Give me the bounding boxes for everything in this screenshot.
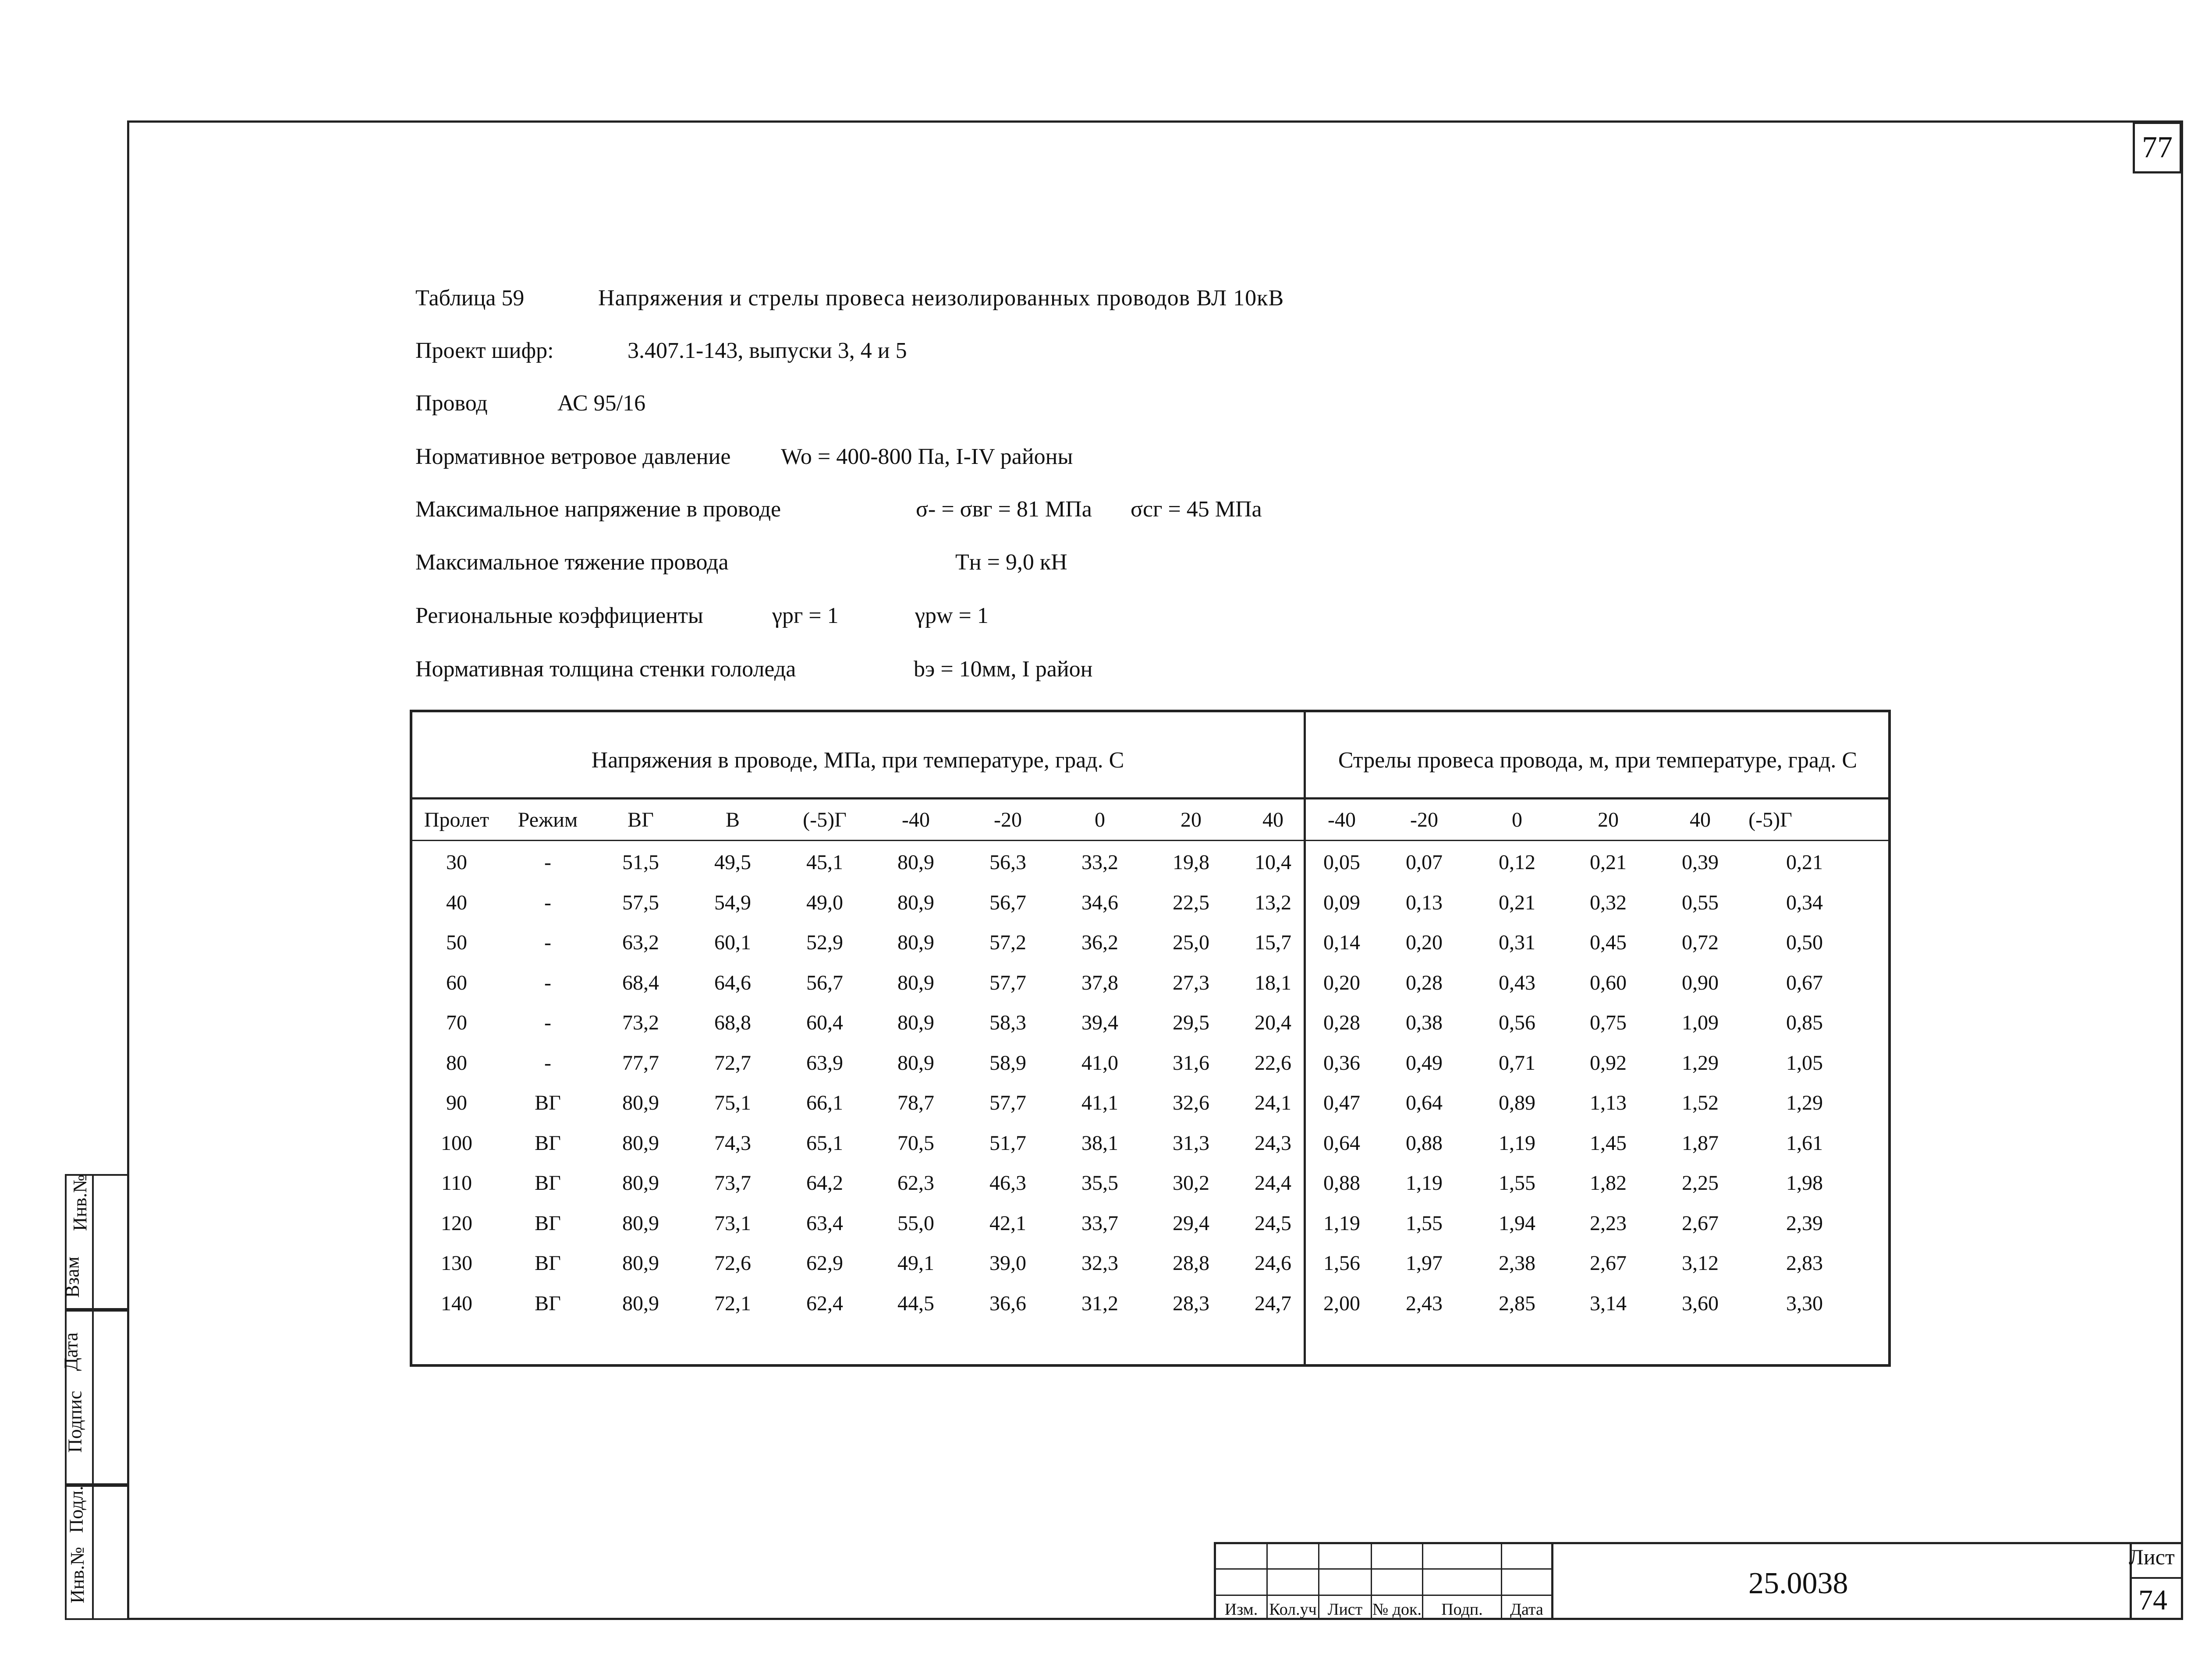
table-cell: 36,6 <box>989 1291 1026 1315</box>
table-cell: 78,7 <box>897 1091 934 1114</box>
title-block-doc-divider <box>1551 1542 1553 1620</box>
table-cell: 22,5 <box>1173 891 1209 914</box>
table-cell: 49,1 <box>897 1252 934 1275</box>
table-cell: 1,55 <box>1406 1211 1443 1235</box>
doc-number: 25.0038 <box>1748 1567 1848 1600</box>
table-cell: 44,5 <box>897 1291 934 1315</box>
table-cell: 73,7 <box>714 1171 751 1195</box>
table-cell: 39,4 <box>1081 1011 1118 1034</box>
table-cell: 66,1 <box>806 1091 843 1114</box>
table-title: Напряжения и стрелы провеса неизолированных проводов ВЛ 10кВ <box>598 286 1284 311</box>
table-cell: 2,39 <box>1786 1211 1823 1235</box>
table-cell: 49,5 <box>714 851 751 874</box>
table-cell: 68,4 <box>622 971 659 994</box>
table-cell: 24,3 <box>1255 1131 1291 1155</box>
table-cell: 0,92 <box>1590 1051 1627 1075</box>
page-number: 77 <box>2133 122 2182 173</box>
title-block-label-ndok: № док. <box>1372 1600 1422 1619</box>
title-block-label-izm: Изм. <box>1224 1600 1258 1619</box>
column-header: -20 <box>1410 808 1438 831</box>
table-cell: 0,07 <box>1406 851 1443 874</box>
table-cell: 42,1 <box>989 1211 1026 1235</box>
table-cell: 0,13 <box>1406 891 1443 914</box>
table-cell: 120 <box>441 1211 472 1235</box>
column-header: (-5)Г <box>1748 808 1792 831</box>
table-cell: 31,3 <box>1173 1131 1209 1155</box>
table-cell: 50 <box>446 931 467 954</box>
table-cell: 1,82 <box>1590 1171 1627 1195</box>
maxstress-value: σ- = σвг = 81 МПа <box>916 497 1092 522</box>
table-cell: 80,9 <box>897 971 934 994</box>
table-cell: 55,0 <box>897 1211 934 1235</box>
table-cell: 41,1 <box>1081 1091 1118 1114</box>
table-cell: 57,7 <box>989 1091 1026 1114</box>
table-cell: 56,7 <box>806 971 843 994</box>
table-cell: 74,3 <box>714 1131 751 1155</box>
table-cell: 19,8 <box>1173 851 1209 874</box>
table-cell: 77,7 <box>622 1051 659 1075</box>
table-cell: 0,67 <box>1786 971 1823 994</box>
table-cell: 32,6 <box>1173 1091 1209 1114</box>
table-cell: 1,56 <box>1323 1252 1360 1275</box>
table-cell: 25,0 <box>1173 931 1209 954</box>
column-header: 0 <box>1095 808 1105 831</box>
table-cell: 0,09 <box>1323 891 1360 914</box>
table-cell: 1,09 <box>1682 1011 1719 1034</box>
table-cell: 0,28 <box>1323 1011 1360 1034</box>
table-cell: 0,90 <box>1682 971 1719 994</box>
column-header: 20 <box>1598 808 1619 831</box>
table-cell: 2,00 <box>1323 1291 1360 1315</box>
table-cell: 0,47 <box>1323 1091 1360 1114</box>
table-cell: 140 <box>441 1291 472 1315</box>
wire-label: Провод <box>415 391 488 416</box>
table-cell: 73,1 <box>714 1211 751 1235</box>
table-cell: 20,4 <box>1255 1011 1291 1034</box>
table-cell: 0,31 <box>1499 931 1535 954</box>
table-cell: 110 <box>441 1171 472 1195</box>
table-cell: 80,9 <box>622 1171 659 1195</box>
table-cell: 72,7 <box>714 1051 751 1075</box>
table-cell: 72,1 <box>714 1291 751 1315</box>
table-cell: 0,38 <box>1406 1011 1443 1034</box>
maxstress-label: Максимальное напряжение в проводе <box>415 497 781 522</box>
table-cell: 0,64 <box>1323 1131 1360 1155</box>
table-cell: 37,8 <box>1081 971 1118 994</box>
column-head-divider <box>410 840 1891 841</box>
column-header: -20 <box>994 808 1022 831</box>
table-cell: 1,52 <box>1682 1091 1719 1114</box>
sheet-number: 74 <box>2138 1584 2167 1616</box>
wire-value: АС 95/16 <box>557 391 646 416</box>
table-cell: 2,43 <box>1406 1291 1443 1315</box>
table-cell: 80,9 <box>897 1051 934 1075</box>
table-cell: 58,3 <box>989 1011 1026 1034</box>
column-header: ВГ <box>628 808 654 831</box>
table-cell: ВГ <box>535 1211 561 1235</box>
table-cell: 72,6 <box>714 1252 751 1275</box>
table-cell: 57,7 <box>989 971 1026 994</box>
table-cell: 36,2 <box>1081 931 1118 954</box>
table-cell: 80,9 <box>897 851 934 874</box>
table-cell: 18,1 <box>1255 971 1291 994</box>
table-cell: 30 <box>446 851 467 874</box>
column-header: -40 <box>902 808 930 831</box>
table-cell: 0,28 <box>1406 971 1443 994</box>
side-stamp-label-1: Инв.№ <box>67 1546 89 1604</box>
table-cell: 60,1 <box>714 931 751 954</box>
column-header: Пролет <box>424 808 489 831</box>
table-cell: 3,60 <box>1682 1291 1719 1315</box>
table-cell: ВГ <box>535 1091 561 1114</box>
table-cell: 0,12 <box>1499 851 1535 874</box>
table-cell: 40 <box>446 891 467 914</box>
table-cell: 45,1 <box>806 851 843 874</box>
table-cell: 1,98 <box>1786 1171 1823 1195</box>
table-cell: 10,4 <box>1255 851 1291 874</box>
table-cell: 0,64 <box>1406 1091 1443 1114</box>
title-block-label-data: Дата <box>1510 1600 1543 1619</box>
table-cell: 41,0 <box>1081 1051 1118 1075</box>
table-cell: 28,8 <box>1173 1252 1209 1275</box>
table-cell: 80,9 <box>622 1291 659 1315</box>
column-header: -40 <box>1328 808 1356 831</box>
table-cell: 80,9 <box>622 1211 659 1235</box>
table-cell: 63,2 <box>622 931 659 954</box>
table-cell: 70 <box>446 1011 467 1034</box>
table-cell: 38,1 <box>1081 1131 1118 1155</box>
title-block-label-kolych: Кол.уч <box>1269 1600 1317 1619</box>
table-cell: 57,5 <box>622 891 659 914</box>
table-cell: 100 <box>441 1131 472 1155</box>
table-cell: 0,21 <box>1499 891 1535 914</box>
table-cell: 2,85 <box>1499 1291 1535 1315</box>
column-header: Режим <box>518 808 578 831</box>
wind-label: Нормативное ветровое давление <box>415 444 731 469</box>
table-cell: 2,83 <box>1786 1252 1823 1275</box>
table-label: Таблица 59 <box>415 286 525 311</box>
table-cell: ВГ <box>535 1171 561 1195</box>
table-cell: 0,20 <box>1406 931 1443 954</box>
table-cell: 35,5 <box>1081 1171 1118 1195</box>
table-cell: 62,9 <box>806 1252 843 1275</box>
column-header: В <box>725 808 740 831</box>
table-cell: 31,6 <box>1173 1051 1209 1075</box>
table-cell: 63,9 <box>806 1051 843 1075</box>
table-cell: 1,94 <box>1499 1211 1535 1235</box>
table-cell: 64,6 <box>714 971 751 994</box>
table-cell: 0,89 <box>1499 1091 1535 1114</box>
column-header: 20 <box>1181 808 1202 831</box>
table-cell: 29,4 <box>1173 1211 1209 1235</box>
table-cell: 1,29 <box>1786 1091 1823 1114</box>
table-cell: 0,32 <box>1590 891 1627 914</box>
table-cell: 24,6 <box>1255 1252 1291 1275</box>
table-cell: 64,2 <box>806 1171 843 1195</box>
table-cell: 0,88 <box>1406 1131 1443 1155</box>
table-cell: 22,6 <box>1255 1051 1291 1075</box>
table-cell: 80,9 <box>622 1252 659 1275</box>
table-cell: 62,4 <box>806 1291 843 1315</box>
table-cell: 34,6 <box>1081 891 1118 914</box>
table-cell: 58,9 <box>989 1051 1026 1075</box>
table-cell: 68,8 <box>714 1011 751 1034</box>
table-cell: 0,43 <box>1499 971 1535 994</box>
table-cell: 33,2 <box>1081 851 1118 874</box>
title-block-label-podp: Подп. <box>1441 1600 1483 1619</box>
table-cell: 0,50 <box>1786 931 1823 954</box>
project-value: 3.407.1-143, выпуски 3, 4 и 5 <box>628 338 907 363</box>
table-cell: 54,9 <box>714 891 751 914</box>
maxtension-value: Тн = 9,0 кН <box>955 550 1067 575</box>
table-cell: 0,45 <box>1590 931 1627 954</box>
table-cell: 24,4 <box>1255 1171 1291 1195</box>
table-cell: 0,71 <box>1499 1051 1535 1075</box>
regional-value-1: γрг = 1 <box>772 603 839 628</box>
regional-label: Региональные коэффициенты <box>415 603 703 628</box>
ice-value: bэ = 10мм, I район <box>914 657 1093 682</box>
column-header: (-5)Г <box>803 808 847 831</box>
table-cell: - <box>544 1051 551 1075</box>
table-cell: 1,61 <box>1786 1131 1823 1155</box>
table-cell: 32,3 <box>1081 1252 1118 1275</box>
title-block-top-line <box>1214 1542 2183 1544</box>
table-cell: 1,19 <box>1323 1211 1360 1235</box>
table-cell: 15,7 <box>1255 931 1291 954</box>
title-block-label-list: Лист <box>1327 1600 1363 1619</box>
column-header: 40 <box>1262 808 1283 831</box>
table-cell: 0,39 <box>1682 851 1719 874</box>
table-cell: 0,72 <box>1682 931 1719 954</box>
table-cell: 1,13 <box>1590 1091 1627 1114</box>
table-cell: 3,30 <box>1786 1291 1823 1315</box>
table-cell: 60 <box>446 971 467 994</box>
table-cell: 73,2 <box>622 1011 659 1034</box>
table-cell: 0,21 <box>1590 851 1627 874</box>
table-cell: 1,29 <box>1682 1051 1719 1075</box>
table-cell: 2,67 <box>1590 1252 1627 1275</box>
table-cell: 46,3 <box>989 1171 1026 1195</box>
table-cell: 0,60 <box>1590 971 1627 994</box>
maxstress-value-2: σсг = 45 МПа <box>1131 497 1262 522</box>
table-cell: 51,5 <box>622 851 659 874</box>
table-cell: 3,12 <box>1682 1252 1719 1275</box>
table-cell: - <box>544 891 551 914</box>
side-stamp-label-3: Подпис <box>64 1390 86 1453</box>
table-cell: 0,05 <box>1323 851 1360 874</box>
table-cell: 33,7 <box>1081 1211 1118 1235</box>
table-cell: 27,3 <box>1173 971 1209 994</box>
table-cell: 1,87 <box>1682 1131 1719 1155</box>
side-stamp-label-4: Дата <box>60 1332 82 1371</box>
table-cell: 13,2 <box>1255 891 1291 914</box>
table-cell: 2,23 <box>1590 1211 1627 1235</box>
table-cell: 24,1 <box>1255 1091 1291 1114</box>
table-cell: 1,19 <box>1499 1131 1535 1155</box>
table-cell: 1,19 <box>1406 1171 1443 1195</box>
side-stamp-label-2: Подл. <box>65 1485 87 1533</box>
table-cell: 65,1 <box>806 1131 843 1155</box>
table-cell: 80 <box>446 1051 467 1075</box>
table-cell: 63,4 <box>806 1211 843 1235</box>
column-header: 40 <box>1690 808 1711 831</box>
table-cell: - <box>544 931 551 954</box>
table-cell: 0,85 <box>1786 1011 1823 1034</box>
side-stamp-label-5: Взам <box>61 1256 83 1298</box>
table-cell: 0,36 <box>1323 1051 1360 1075</box>
table-cell: - <box>544 971 551 994</box>
side-stamp-label-6: Инв.№ <box>69 1174 91 1231</box>
table-cell: 0,55 <box>1682 891 1719 914</box>
table-cell: 80,9 <box>897 891 934 914</box>
table-cell: 39,0 <box>989 1252 1026 1275</box>
table-cell: 1,45 <box>1590 1131 1627 1155</box>
table-cell: 24,7 <box>1255 1291 1291 1315</box>
table-cell: 2,38 <box>1499 1252 1535 1275</box>
table-cell: 51,7 <box>989 1131 1026 1155</box>
table-cell: 1,55 <box>1499 1171 1535 1195</box>
table-cell: 70,5 <box>897 1131 934 1155</box>
table-cell: 1,97 <box>1406 1252 1443 1275</box>
table-cell: 0,34 <box>1786 891 1823 914</box>
table-cell: 24,5 <box>1255 1211 1291 1235</box>
group-title-divider <box>410 797 1891 799</box>
table-cell: ВГ <box>535 1131 561 1155</box>
table-cell: 80,9 <box>897 931 934 954</box>
table-cell: 0,21 <box>1786 851 1823 874</box>
table-cell: 0,88 <box>1323 1171 1360 1195</box>
table-cell: 31,2 <box>1081 1291 1118 1315</box>
table-cell: - <box>544 1011 551 1034</box>
table-cell: ВГ <box>535 1291 561 1315</box>
table-cell: 56,7 <box>989 891 1026 914</box>
table-cell: 57,2 <box>989 931 1026 954</box>
table-cell: 28,3 <box>1173 1291 1209 1315</box>
table-cell: 62,3 <box>897 1171 934 1195</box>
group-title-stress: Напряжения в проводе, МПа, при температуре, град. С <box>591 748 1124 773</box>
table-cell: 90 <box>446 1091 467 1114</box>
table-cell: 2,67 <box>1682 1211 1719 1235</box>
table-cell: - <box>544 851 551 874</box>
table-cell: 29,5 <box>1173 1011 1209 1034</box>
project-label: Проект шифр: <box>415 338 554 363</box>
table-cell: 0,75 <box>1590 1011 1627 1034</box>
side-stamp-inner-line <box>92 1174 94 1620</box>
table-cell: 0,20 <box>1323 971 1360 994</box>
table-cell: 80,9 <box>897 1011 934 1034</box>
table-cell: 49,0 <box>806 891 843 914</box>
table-cell: 130 <box>441 1252 472 1275</box>
table-cell: 75,1 <box>714 1091 751 1114</box>
table-cell: 52,9 <box>806 931 843 954</box>
table-cell: 3,14 <box>1590 1291 1627 1315</box>
column-header: 0 <box>1512 808 1522 831</box>
table-cell: 80,9 <box>622 1091 659 1114</box>
sheet-label: Лист <box>2129 1545 2175 1569</box>
table-cell: 30,2 <box>1173 1171 1209 1195</box>
table-cell: 56,3 <box>989 851 1026 874</box>
table-cell: 60,4 <box>806 1011 843 1034</box>
table-cell: 2,25 <box>1682 1171 1719 1195</box>
table-cell: 0,49 <box>1406 1051 1443 1075</box>
maxtension-label: Максимальное тяжение провода <box>415 550 729 575</box>
ice-label: Нормативная толщина стенки гололеда <box>415 657 796 682</box>
regional-value-2: γрw = 1 <box>915 603 989 628</box>
group-title-sag: Стрелы провеса провода, м, при температуре, град. С <box>1338 748 1858 773</box>
table-cell: 80,9 <box>622 1131 659 1155</box>
table-cell: ВГ <box>535 1252 561 1275</box>
sheet-box-divider <box>2130 1577 2183 1579</box>
wind-value: Wo = 400-800 Па, I-IV районы <box>781 444 1073 469</box>
table-cell: 1,05 <box>1786 1051 1823 1075</box>
table-cell: 0,56 <box>1499 1011 1535 1034</box>
table-cell: 0,14 <box>1323 931 1360 954</box>
